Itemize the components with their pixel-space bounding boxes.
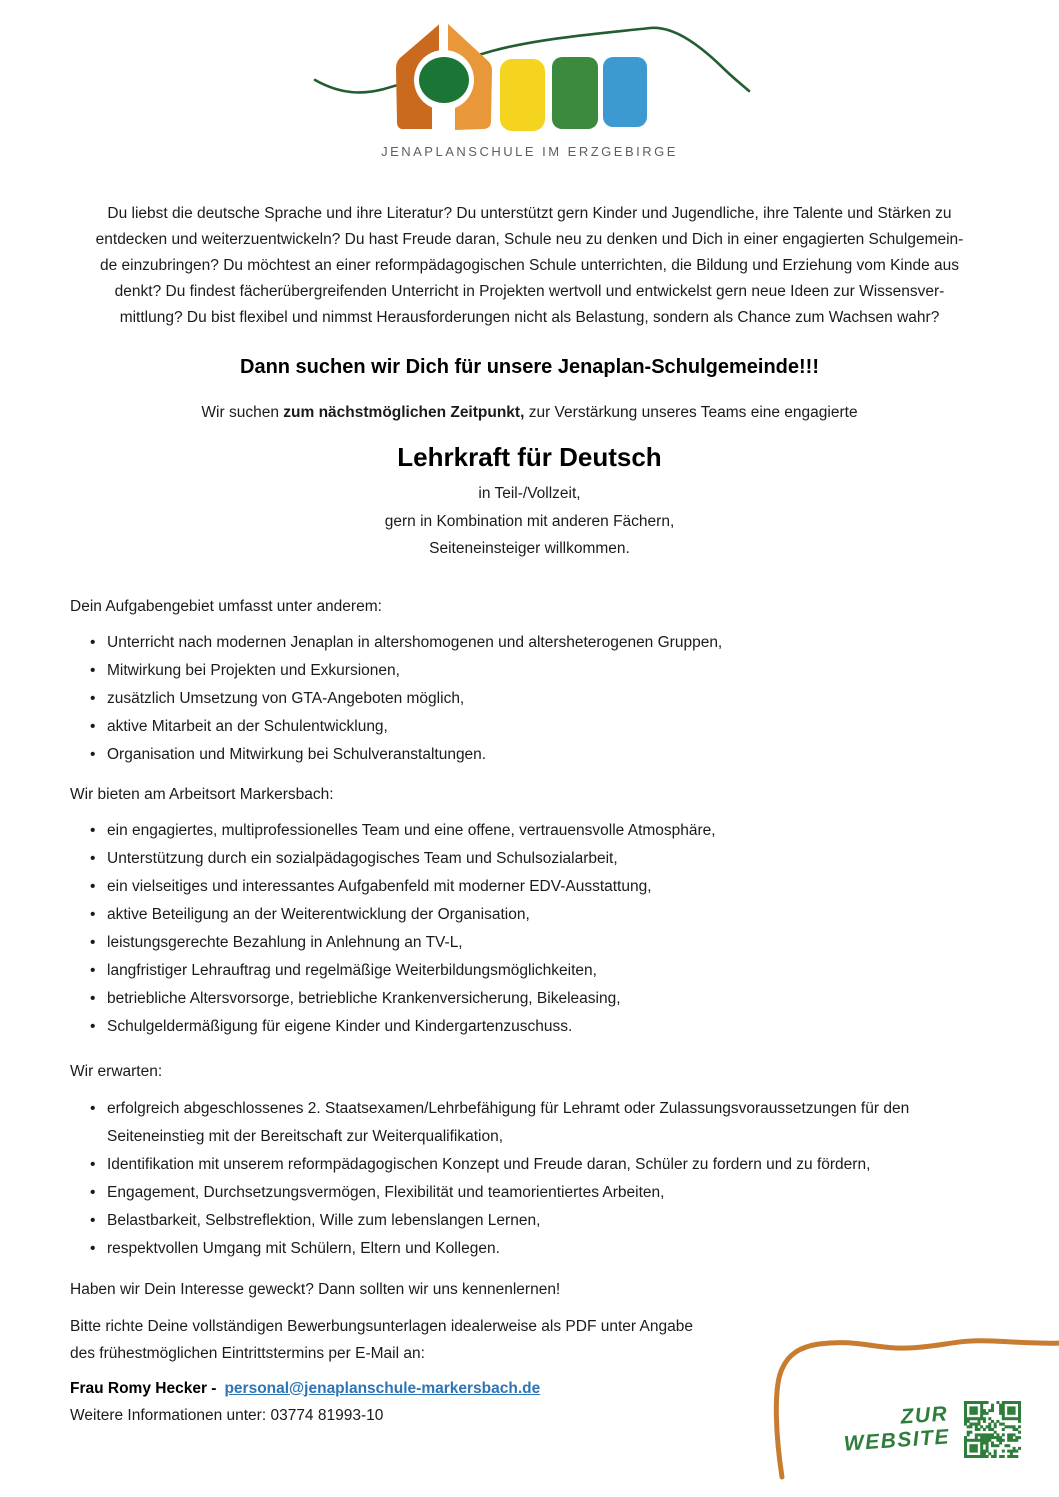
contact-email-link[interactable]: personal@jenaplanschule-markersbach.de — [224, 1379, 541, 1397]
list-item: Bitte richte Deine vollständigen Bewerbungsunterlagen idealerweise als PDF unter Angabe — [70, 1317, 693, 1335]
list-item: • Unterricht nach modernen Jenaplan in altershomogenen und altersheterogenen Gruppen, — [90, 629, 935, 657]
list-item: • Organisation und Mitwirkung bei Schulveranstaltungen. — [90, 741, 935, 769]
job-title: Lehrkraft für Deutsch — [397, 442, 662, 472]
subline-bold: zum nächstmöglichen Zeitpunkt, — [283, 404, 525, 421]
list-item: Du liebst die deutsche Sprache und ihre Literatur? Du unterstützt gern Kinder und Jugendliche, ihre Talente und Stärken zu — [107, 205, 952, 222]
subline-post: zur Verstärkung unseres Teams eine engagierte — [524, 404, 858, 421]
list-item: • Unterstützung durch ein sozialpädagogisches Team und Schulsozialarbeit, — [90, 845, 935, 873]
school-logo — [70, 16, 989, 159]
intro-paragraph — [70, 201, 989, 331]
subline-pre: Wir suchen — [201, 404, 284, 421]
list-item: • ein vielseitiges und interessantes Aufgabenfeld mit moderner EDV-Ausstattung, — [90, 873, 935, 901]
list-item: denkt? Du findest fächerübergreifenden Unterricht in Projekten wertvoll und entwickelst gern neue Ideen zur Wissensver- — [114, 283, 945, 300]
list-item: • Mitwirkung bei Projekten und Exkursionen, — [90, 657, 935, 685]
section-wir-erwarten — [70, 1061, 989, 1263]
website-label-line1: ZUR — [899, 1402, 949, 1429]
more-info-line: Weitere Informationen unter: 03774 81993-10 — [70, 1406, 384, 1424]
contact-name: Frau Romy Hecker - — [70, 1379, 217, 1397]
interest-line: Haben wir Dein Interesse geweckt? Dann sollten wir uns kennenlernen! — [70, 1280, 561, 1298]
headline: Dann suchen wir Dich für unsere Jenaplan-Schulgemeinde!!! — [240, 356, 819, 378]
list-item: Seiteneinsteiger willkommen. — [429, 540, 630, 557]
list-item: • langfristiger Lehrauftrag und regelmäßige Weiterbildungsmöglichkeiten, — [90, 957, 935, 985]
section-aufgaben — [70, 596, 989, 769]
list-item: gern in Kombination mit anderen Fächern, — [384, 512, 675, 530]
list-item: • zusätzlich Umsetzung von GTA-Angeboten möglich, — [90, 685, 935, 713]
website-link-label — [841, 1402, 950, 1455]
list-item: mittlung? Du bist flexibel und nimmst Herausforderungen nicht als Belastung, sondern als Chance zum Wachsen wahr? — [119, 309, 940, 326]
list-item: • leistungsgerechte Bezahlung in Anlehnung an TV-L, — [90, 929, 935, 957]
list-item: in Teil-/Vollzeit, — [478, 485, 581, 502]
list-item: de einzubringen? Du möchtest an einer reformpädagogischen Schule unterrichten, die Bildung und Erziehung vom Kinde aus — [99, 257, 960, 274]
green-block-icon — [552, 57, 598, 129]
wir-bieten-list — [70, 817, 935, 1041]
green-circle-icon — [419, 57, 469, 103]
website-label-line2: WEBSITE — [842, 1425, 951, 1456]
list-item: • Engagement, Durchsetzungsvermögen, Flexibilität und teamorientiertes Arbeiten, — [90, 1179, 935, 1207]
section-heading: Wir erwarten: — [70, 1062, 163, 1080]
qr-code — [964, 1401, 1021, 1458]
section-heading: Dein Aufgabengebiet umfasst unter anderem: — [70, 597, 382, 615]
list-item: • Belastbarkeit, Selbstreflektion, Wille zum lebenslangen Lernen, — [90, 1207, 935, 1235]
aufgaben-list — [70, 629, 935, 769]
list-item: entdecken und weiterzuentwickeln? Du hast Freude daran, Schule neu zu denken und Dich in einer engagierten Schulgemein- — [95, 231, 964, 248]
list-item: • aktive Beteiligung an der Weiterentwicklung der Organisation, — [90, 901, 935, 929]
list-item: • respektvollen Umgang mit Schülern, Eltern und Kollegen. — [90, 1235, 935, 1263]
list-item: des frühestmöglichen Eintrittstermins per E-Mail an: — [70, 1345, 425, 1362]
section-wir-bieten — [70, 784, 989, 1041]
yellow-block-icon — [500, 59, 545, 131]
logo-caption: JENAPLANSCHULE IM ERZGEBIRGE — [381, 144, 678, 159]
job-details — [70, 480, 989, 563]
list-item: • aktive Mitarbeit an der Schulentwicklung, — [90, 713, 935, 741]
school-logo-graphic — [300, 16, 760, 138]
subline — [70, 402, 989, 423]
list-item: • erfolgreich abgeschlossenes 2. Staatsexamen/Lehrbefähigung für Lehramt oder Zulassungsvoraussetzungen für den Seiteneinstieg mit der Bereitschaft zur Weiterqualifikation, — [90, 1095, 935, 1151]
section-heading: Wir bieten am Arbeitsort Markersbach: — [70, 785, 334, 803]
list-item: • betriebliche Altersvorsorge, betriebliche Krankenversicherung, Bikeleasing, — [90, 985, 935, 1013]
wir-erwarten-list — [70, 1095, 935, 1263]
list-item: • Identifikation mit unserem reformpädagogischen Konzept und Freude daran, Schüler zu fordern und zu fördern, — [90, 1151, 935, 1179]
blue-block-icon — [603, 57, 647, 127]
list-item: • Schulgeldermäßigung für eigene Kinder und Kindergartenzuschuss. — [90, 1013, 935, 1041]
list-item: • ein engagiertes, multiprofessionelles Team und eine offene, vertrauensvolle Atmosphäre, — [90, 817, 935, 845]
